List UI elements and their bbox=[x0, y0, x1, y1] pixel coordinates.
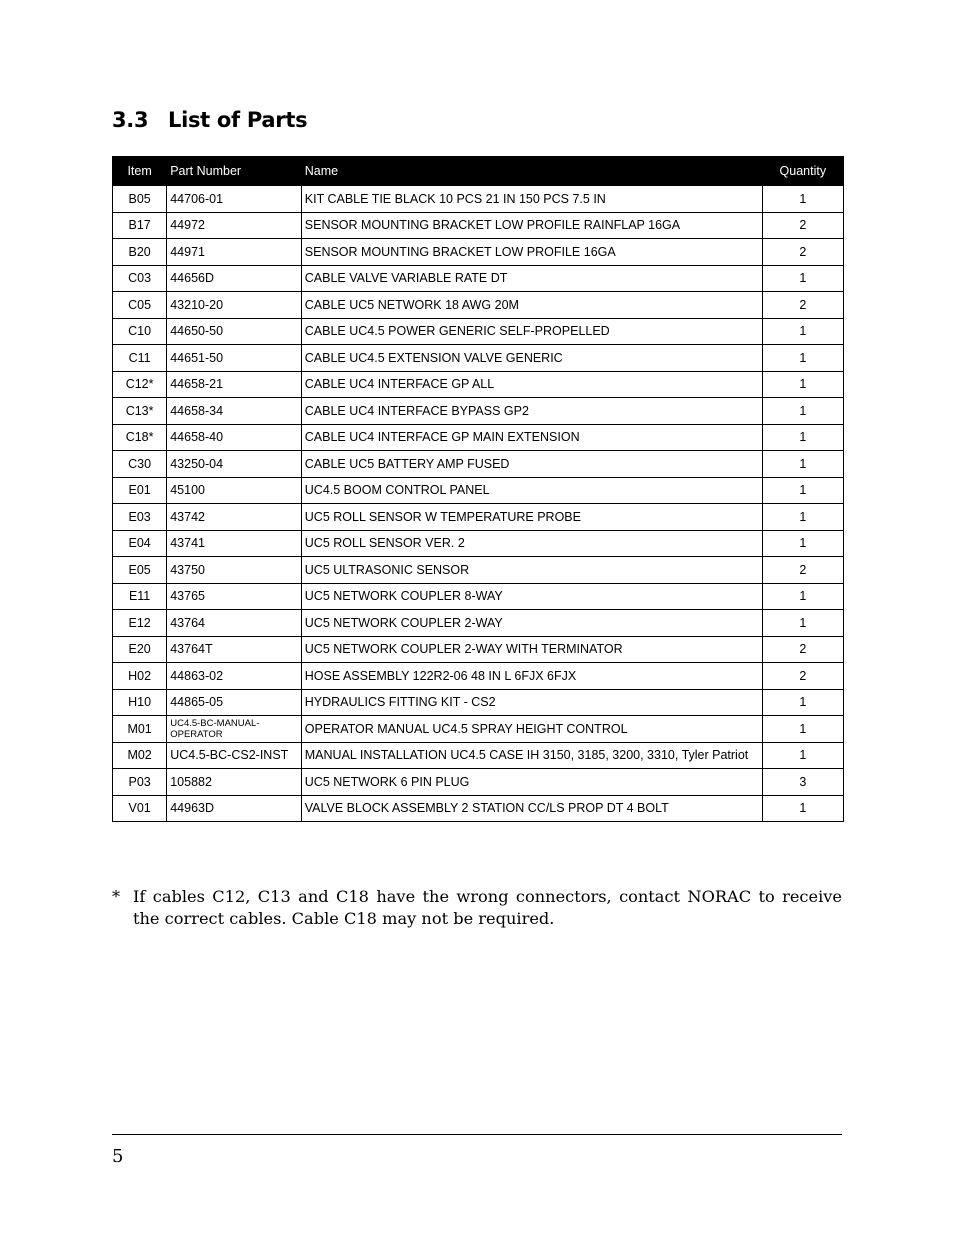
parts-table bbox=[112, 156, 844, 822]
header-quantity: Quantity bbox=[762, 157, 843, 186]
section-heading bbox=[112, 108, 307, 132]
section-number: 3.3 bbox=[112, 108, 149, 132]
cell-quantity: 2 bbox=[762, 636, 843, 663]
header-item: Item bbox=[113, 157, 167, 186]
cell-item: C18* bbox=[113, 424, 167, 451]
cell-quantity: 1 bbox=[762, 186, 843, 213]
cell-name: UC5 ROLL SENSOR W TEMPERATURE PROBE bbox=[301, 504, 762, 531]
cell-name: UC5 ULTRASONIC SENSOR bbox=[301, 557, 762, 584]
table-row bbox=[113, 610, 844, 637]
cell-item: C05 bbox=[113, 292, 167, 319]
cell-quantity: 1 bbox=[762, 610, 843, 637]
cell-name: UC5 NETWORK COUPLER 2-WAY WITH TERMINATOR bbox=[301, 636, 762, 663]
cell-quantity: 1 bbox=[762, 742, 843, 769]
cell-name: UC5 NETWORK COUPLER 8-WAY bbox=[301, 583, 762, 610]
cell-part-number: 44963D bbox=[167, 795, 302, 822]
cell-part-number: 44865-05 bbox=[167, 689, 302, 716]
cell-quantity: 1 bbox=[762, 795, 843, 822]
cell-item: H02 bbox=[113, 663, 167, 690]
table-row bbox=[113, 530, 844, 557]
table-row bbox=[113, 583, 844, 610]
cell-part-number: 44706-01 bbox=[167, 186, 302, 213]
cell-quantity: 1 bbox=[762, 477, 843, 504]
cell-part-number: UC4.5-BC-MANUAL-OPERATOR bbox=[167, 716, 302, 743]
cell-part-number: 44971 bbox=[167, 239, 302, 266]
cell-quantity: 1 bbox=[762, 424, 843, 451]
footnote-marker: * bbox=[112, 887, 121, 906]
cell-name: SENSOR MOUNTING BRACKET LOW PROFILE 16GA bbox=[301, 239, 762, 266]
table-row bbox=[113, 292, 844, 319]
cell-item: E11 bbox=[113, 583, 167, 610]
cell-quantity: 1 bbox=[762, 318, 843, 345]
table-row bbox=[113, 239, 844, 266]
cell-name: MANUAL INSTALLATION UC4.5 CASE IH 3150, 3185, 3200, 3310, Tyler Patriot bbox=[301, 742, 762, 769]
table-row bbox=[113, 398, 844, 425]
cell-name: CABLE UC4 INTERFACE BYPASS GP2 bbox=[301, 398, 762, 425]
cell-quantity: 2 bbox=[762, 292, 843, 319]
cell-name: CABLE UC4 INTERFACE GP ALL bbox=[301, 371, 762, 398]
header-name: Name bbox=[301, 157, 762, 186]
cell-name: OPERATOR MANUAL UC4.5 SPRAY HEIGHT CONTROL bbox=[301, 716, 762, 743]
cell-item: C03 bbox=[113, 265, 167, 292]
cell-part-number: 43764 bbox=[167, 610, 302, 637]
table-row bbox=[113, 451, 844, 478]
table-row bbox=[113, 345, 844, 372]
cell-item: E04 bbox=[113, 530, 167, 557]
table-row bbox=[113, 424, 844, 451]
cell-quantity: 2 bbox=[762, 239, 843, 266]
footer-divider bbox=[112, 1134, 842, 1135]
cell-name: HOSE ASSEMBLY 122R2-06 48 IN L 6FJX 6FJX bbox=[301, 663, 762, 690]
table-row bbox=[113, 371, 844, 398]
cell-part-number: 43750 bbox=[167, 557, 302, 584]
cell-part-number: 44863-02 bbox=[167, 663, 302, 690]
cell-part-number: 43742 bbox=[167, 504, 302, 531]
cell-name: KIT CABLE TIE BLACK 10 PCS 21 IN 150 PCS 7.5 IN bbox=[301, 186, 762, 213]
cell-name: SENSOR MOUNTING BRACKET LOW PROFILE RAINFLAP 16GA bbox=[301, 212, 762, 239]
cell-part-number: 44656D bbox=[167, 265, 302, 292]
cell-name: VALVE BLOCK ASSEMBLY 2 STATION CC/LS PROP DT 4 BOLT bbox=[301, 795, 762, 822]
cell-name: CABLE UC5 BATTERY AMP FUSED bbox=[301, 451, 762, 478]
cell-item: M02 bbox=[113, 742, 167, 769]
cell-item: C13* bbox=[113, 398, 167, 425]
cell-name: UC4.5 BOOM CONTROL PANEL bbox=[301, 477, 762, 504]
cell-item: C30 bbox=[113, 451, 167, 478]
table-row bbox=[113, 504, 844, 531]
table-row bbox=[113, 716, 844, 743]
cell-name: UC5 NETWORK 6 PIN PLUG bbox=[301, 769, 762, 796]
cell-part-number: 44658-21 bbox=[167, 371, 302, 398]
cell-quantity: 1 bbox=[762, 371, 843, 398]
cell-name: HYDRAULICS FITTING KIT - CS2 bbox=[301, 689, 762, 716]
cell-name: CABLE UC4.5 POWER GENERIC SELF-PROPELLED bbox=[301, 318, 762, 345]
table-row bbox=[113, 795, 844, 822]
table-row bbox=[113, 212, 844, 239]
table-row bbox=[113, 689, 844, 716]
cell-name: CABLE UC5 NETWORK 18 AWG 20M bbox=[301, 292, 762, 319]
cell-item: B17 bbox=[113, 212, 167, 239]
cell-quantity: 2 bbox=[762, 663, 843, 690]
cell-item: B05 bbox=[113, 186, 167, 213]
cell-part-number: 43741 bbox=[167, 530, 302, 557]
cell-item: E01 bbox=[113, 477, 167, 504]
cell-name: CABLE VALVE VARIABLE RATE DT bbox=[301, 265, 762, 292]
cell-quantity: 1 bbox=[762, 689, 843, 716]
cell-quantity: 1 bbox=[762, 451, 843, 478]
cell-quantity: 1 bbox=[762, 530, 843, 557]
page-number: 5 bbox=[112, 1146, 124, 1167]
cell-part-number: 43765 bbox=[167, 583, 302, 610]
cell-item: E03 bbox=[113, 504, 167, 531]
cell-item: C12* bbox=[113, 371, 167, 398]
cell-part-number: 44651-50 bbox=[167, 345, 302, 372]
cell-item: E05 bbox=[113, 557, 167, 584]
header-part-number: Part Number bbox=[167, 157, 302, 186]
cell-item: M01 bbox=[113, 716, 167, 743]
cell-part-number: 43764T bbox=[167, 636, 302, 663]
cell-quantity: 1 bbox=[762, 716, 843, 743]
cell-part-number: 43250-04 bbox=[167, 451, 302, 478]
cell-name: CABLE UC4 INTERFACE GP MAIN EXTENSION bbox=[301, 424, 762, 451]
cell-quantity: 3 bbox=[762, 769, 843, 796]
cell-item: C11 bbox=[113, 345, 167, 372]
cell-item: B20 bbox=[113, 239, 167, 266]
cell-quantity: 1 bbox=[762, 504, 843, 531]
cell-name: CABLE UC4.5 EXTENSION VALVE GENERIC bbox=[301, 345, 762, 372]
cell-name: UC5 NETWORK COUPLER 2-WAY bbox=[301, 610, 762, 637]
footnote bbox=[112, 886, 842, 930]
cell-item: H10 bbox=[113, 689, 167, 716]
cell-item: E12 bbox=[113, 610, 167, 637]
section-title: List of Parts bbox=[168, 108, 308, 132]
cell-part-number: UC4.5-BC-CS2-INST bbox=[167, 742, 302, 769]
cell-item: E20 bbox=[113, 636, 167, 663]
cell-part-number: 105882 bbox=[167, 769, 302, 796]
cell-part-number: 44658-40 bbox=[167, 424, 302, 451]
cell-part-number: 43210-20 bbox=[167, 292, 302, 319]
cell-quantity: 1 bbox=[762, 583, 843, 610]
table-row bbox=[113, 186, 844, 213]
cell-quantity: 1 bbox=[762, 345, 843, 372]
table-row bbox=[113, 318, 844, 345]
cell-part-number: 45100 bbox=[167, 477, 302, 504]
table-row bbox=[113, 742, 844, 769]
cell-quantity: 2 bbox=[762, 212, 843, 239]
cell-item: C10 bbox=[113, 318, 167, 345]
footnote-text: If cables C12, C13 and C18 have the wrong connectors, contact NORAC to receive the correct cables. Cable C18 may not be required. bbox=[133, 887, 842, 928]
cell-quantity: 2 bbox=[762, 557, 843, 584]
table-header-row bbox=[113, 157, 844, 186]
cell-quantity: 1 bbox=[762, 398, 843, 425]
cell-part-number: 44658-34 bbox=[167, 398, 302, 425]
table-row bbox=[113, 636, 844, 663]
cell-part-number: 44972 bbox=[167, 212, 302, 239]
table-row bbox=[113, 477, 844, 504]
cell-quantity: 1 bbox=[762, 265, 843, 292]
cell-part-number: 44650-50 bbox=[167, 318, 302, 345]
cell-item: P03 bbox=[113, 769, 167, 796]
cell-name: UC5 ROLL SENSOR VER. 2 bbox=[301, 530, 762, 557]
table-row bbox=[113, 265, 844, 292]
parts-table-body bbox=[113, 186, 844, 822]
table-row bbox=[113, 557, 844, 584]
table-row bbox=[113, 769, 844, 796]
cell-item: V01 bbox=[113, 795, 167, 822]
table-row bbox=[113, 663, 844, 690]
